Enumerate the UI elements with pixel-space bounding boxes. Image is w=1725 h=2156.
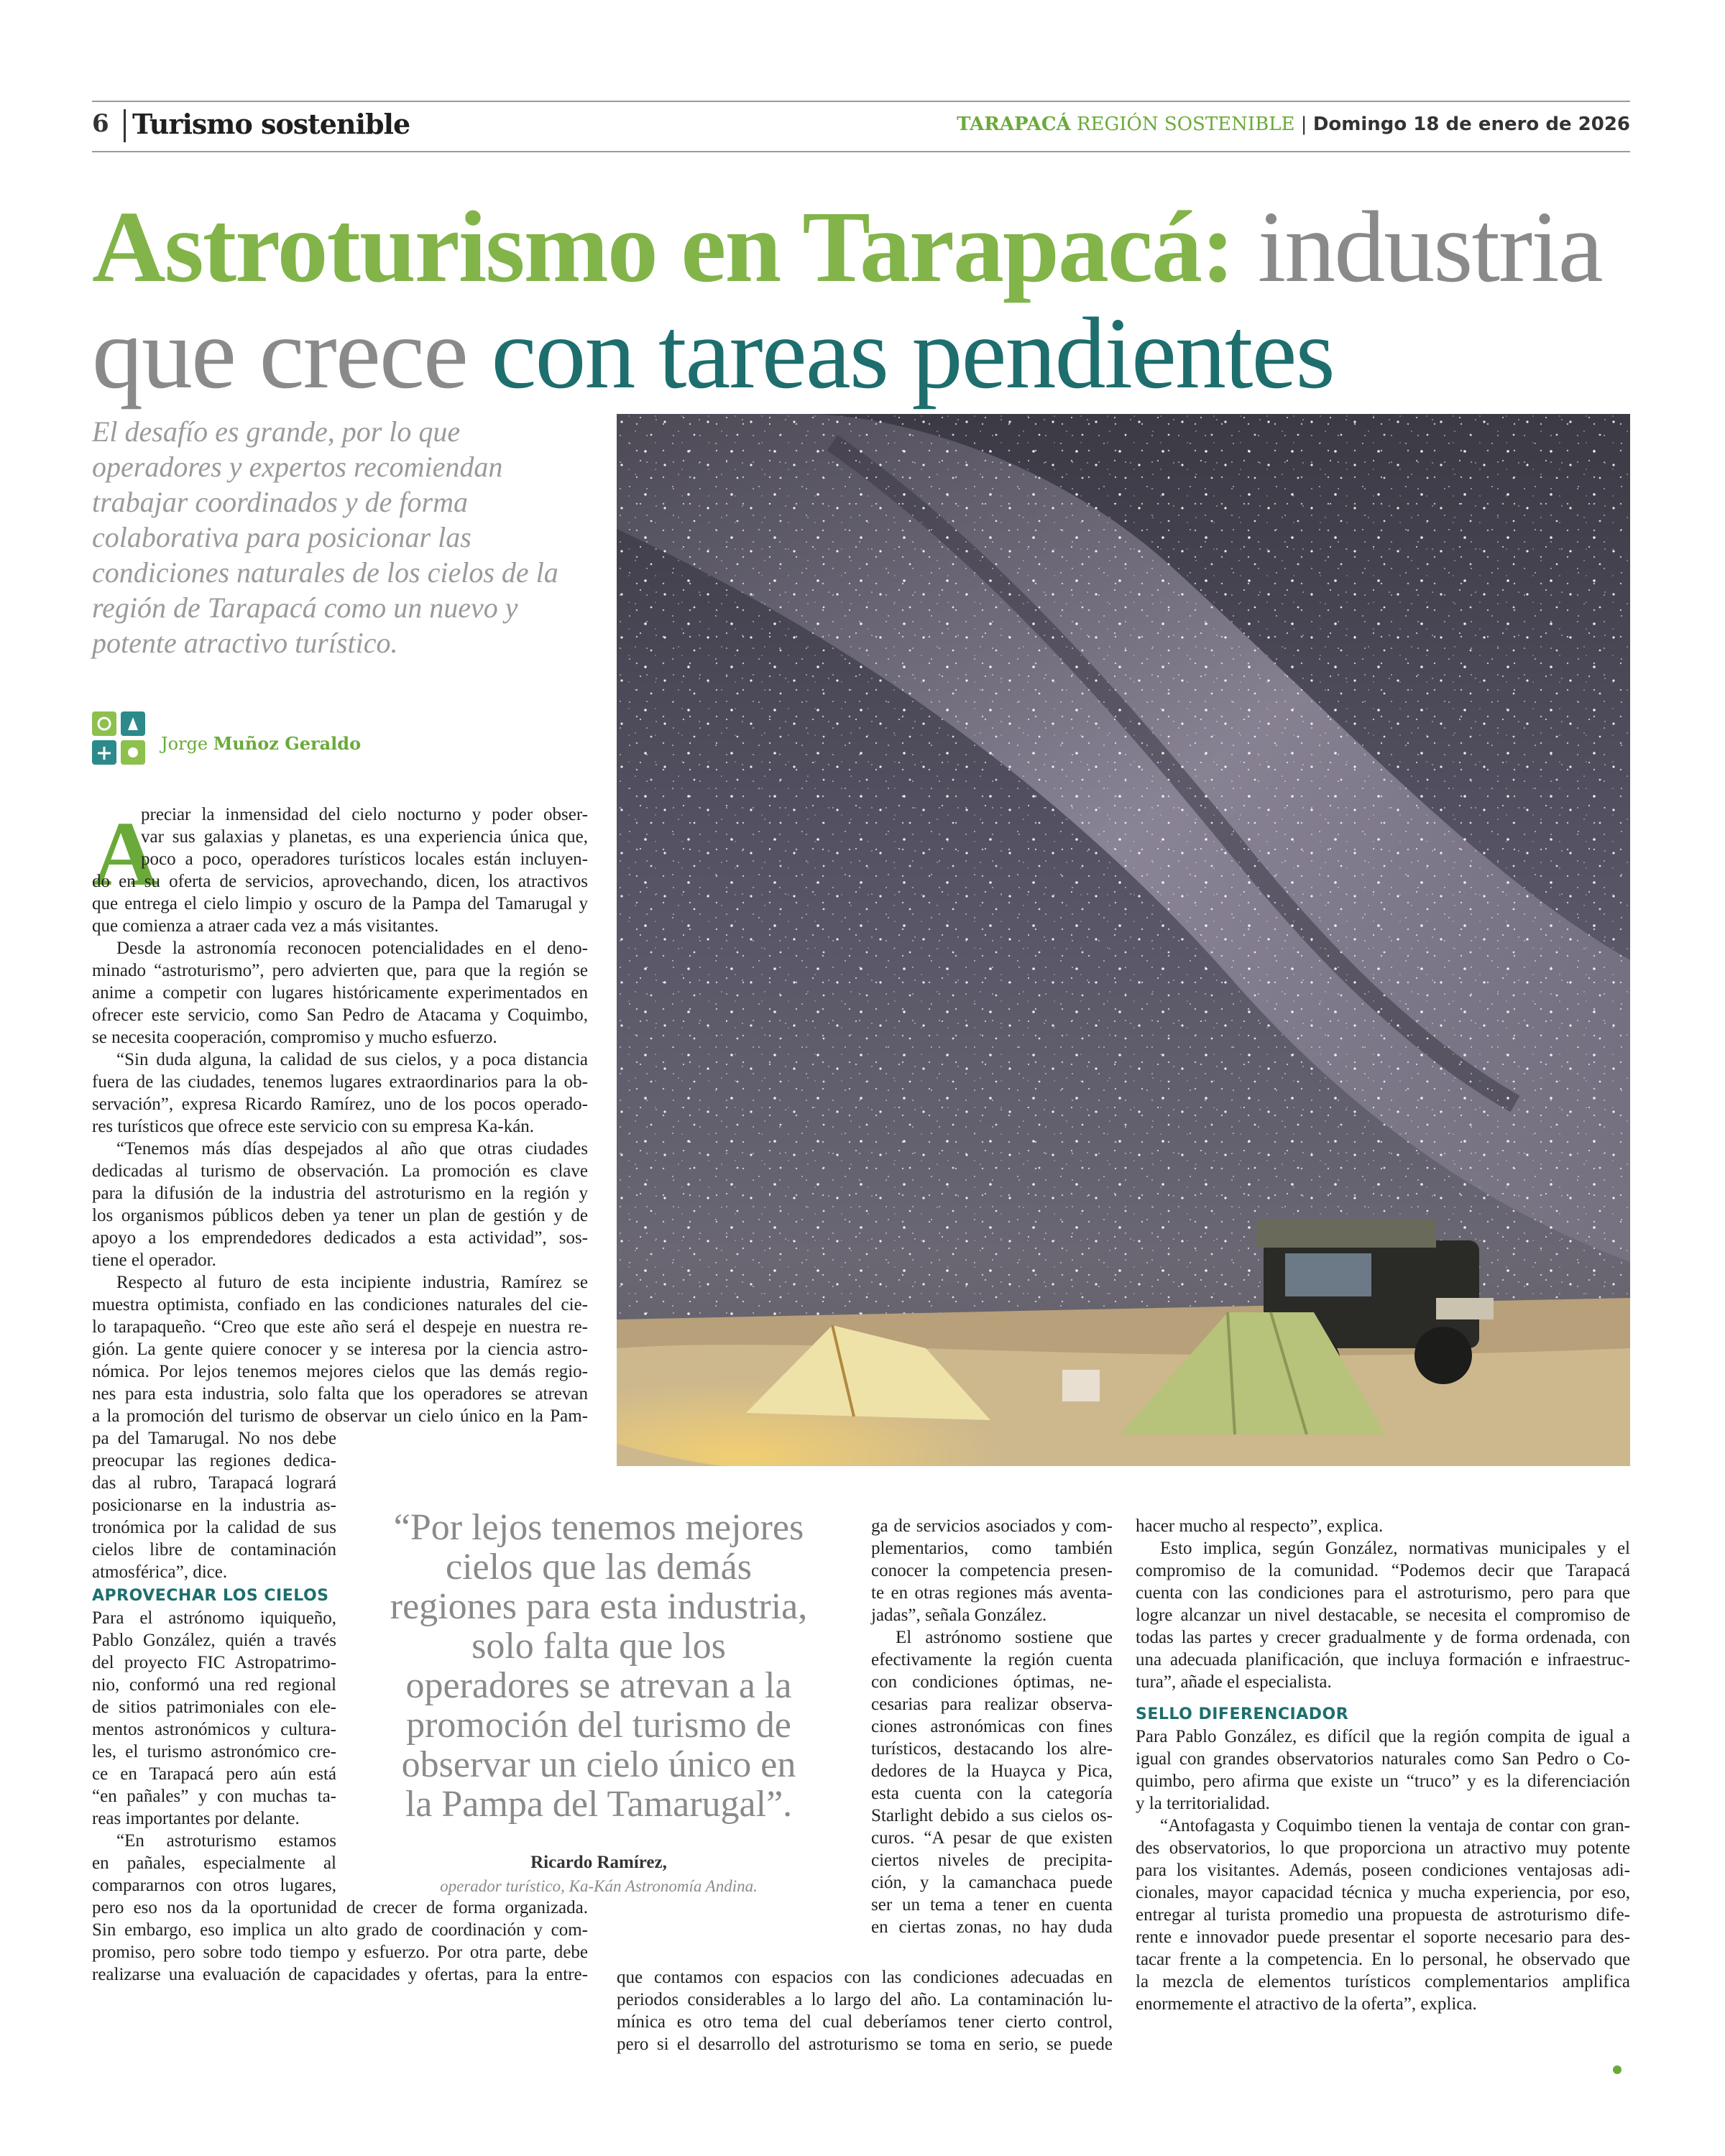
article-column-2-top: ga de servicios asociados y com- plementarios, como también conocer la competencia presen- te en otras regiones más aventa- jadas”, señala González. El astrónomo sostiene que efectivamente la región cuenta con condiciones óptimas, ne- cesarias para realizar observa- ciones astronómicas con fines turísticos, destacando los alre- dedores de la Huayca y Pica, esta cuenta con la categoría Starlight debido a sus cielos os- curos. “A pesar de que existen ciertos niveles de precipita- ción, y la camanchaca puede ser un tema a tener en cuenta en ciertas zonas, no hay duda	[871, 1516, 1113, 1937]
subhead-aprovechar: APROVECHAR LOS CIELOS	[92, 1587, 329, 1605]
author-byline: Jorge Muñoz Geraldo	[161, 733, 362, 754]
brand-sub: REGIÓN SOSTENIBLE	[1076, 114, 1295, 135]
quote-attribution-name: Ricardo Ramírez,	[530, 1853, 667, 1872]
end-of-article-dot	[1613, 2065, 1622, 2074]
section-title: Turismo sostenible	[132, 108, 410, 140]
headline-line-2: que crece con tareas pendientes	[92, 296, 1334, 410]
quote-attribution-role: operador turístico, Ka-Kán Astronomía Andina.	[440, 1877, 758, 1895]
pull-quote: “Por lejos tenemos mejores cielos que las demás regiones para esta industria, solo falta que los operadores se atrevan a la promoción del turismo de observar un cielo único en la Pampa del Tamarugal”.	[390, 1507, 808, 1825]
top-rule	[92, 101, 1630, 102]
header-right: TARAPACÁ REGIÓN SOSTENIBLE | Domingo 18 de enero de 2026	[957, 114, 1630, 135]
headline-line-1: Astroturismo en Tarapacá: industria	[92, 190, 1602, 303]
drop-cap: A	[92, 803, 159, 905]
header-separator	[124, 109, 126, 142]
subhead-sello: SELLO DIFERENCIADOR	[1136, 1705, 1349, 1723]
issue-date: Domingo 18 de enero de 2026	[1312, 114, 1630, 135]
header-bottom-rule	[92, 151, 1630, 152]
night-sky-camp-photo	[617, 414, 1630, 1466]
page-number: 6	[92, 109, 109, 138]
article-column-2-bottom: que contamos con espacios con las condiciones adecuadas en periodos considerables a lo largo del año. La contaminación lu- mínica es otro tema del cual deberíamos tener cierto control, pero si el desarrollo del astroturismo se toma en serio, se puede	[617, 1968, 1113, 2054]
brand-main: TARAPACÁ	[957, 114, 1071, 135]
article-column-3: hacer mucho al respecto”, explica. Esto implica, según González, normativas municipales y el compromiso de la comunidad. “Podemos decir que Tarapacá cuenta con las condiciones para el astroturismo, pero para que logre alcanzar un nivel destacable, se necesita el compromiso de todas las partes y crecer gradualmente y de forma ordenada, con una adecuada planificación, que incluya formación e infraestruc- tura”, añade el especialista. SELLO DIFERENCIADOR Para Pablo González, es difícil que la región compita de igual a igual con grandes observatorios naturales como San Pedro o Co- quimbo, pero afirma que existe un “truco” y es la diferenciación y la territorialidad. “Antofagasta y Coquimbo tienen la ventaja de contar con gran- des observatorios, lo que proporciona un atractivo muy potente para los visitantes. Además, poseen condiciones ventajosas adi- cionales, mayor capacidad técnica y mucha experiencia, por eso, entregar al turista promedio una propuesta de astroturismo dife- rente e innovador puede presentar el soporte necesario para des- tacar frente a la competencia. En lo personal, he observado que la mezcla de elementos turísticos complementarios amplifica enormemente el atractivo de la oferta”, explica.	[1136, 1516, 1630, 2014]
author-logo-icon	[92, 711, 147, 769]
lead-paragraph: El desafío es grande, por lo que operadores y expertos recomiendan trabajar coordinados y de forma colaborativa para posicionar las condiciones naturales de los cielos de la región de Tarapacá como un nuevo y potente atractivo turístico.	[92, 415, 558, 659]
article-column-1: preciar la inmensidad del cielo nocturno y poder obser- var sus galaxias y planetas, es una experiencia única que, poco a poco, operadores turísticos locales están incluyen- do en su oferta de servicios, aprovechando, dicen, los atractivos que entrega el cielo limpio y oscuro de la Pampa del Tamarugal y que comienza a atraer cada vez a más visitantes. Desde la astronomía reconocen potencialidades en el deno- minado “astroturismo”, pero advierten que, para que la región se anime a competir con lugares históricamente experimentados en ofrecer este servicio, como San Pedro de Atacama y Coquimbo, se necesita cooperación, compromiso y mucho esfuerzo. “Sin duda alguna, la calidad de sus cielos, y a poca distancia fuera de las ciudades, tenemos lugares extraordinarios para la ob- servación”, expresa Ricardo Ramírez, uno de los pocos operado- res turísticos que ofrece este servicio con su empresa Ka-kán. “Tenemos más días despejados al año que otras ciudades dedicadas al turismo de observación. La promoción es clave para la difusión de la industria del astroturismo en la región y los organismos públicos deben ya tener un plan de gestión y de apoyo a los emprendedores dedicados a esta actividad”, sos- tiene el operador. Respecto al futuro de esta incipiente industria, Ramírez se muestra optimista, confiado en las condiciones naturales del cie- lo tarapaqueño. “Creo que este año será el despeje en nuestra re- gión. La gente quiere conocer y se interesa por la ciencia astro- nómica. Por lejos tenemos mejores cielos que las demás regio- nes para esta industria, solo falta que los operadores se atrevan a la promoción del turismo de observar un cielo único en la Pam- pa del Tamarugal. No nos debe preocupar las regiones dedica- das al rubro, Tarapacá logrará posicionarse en la industria as- tronómica por la calidad de sus cielos libre de contaminación atmosférica”, dice. APROVECHAR LOS CIELOS Para el astrónomo iquiqueño, Pablo González, quién a través del proyecto FIC Astropatrimo- nio, conformó una red regional de sitios patrimoniales con ele- mentos astronómicos y cultura- les, el turismo astronómico cre- ce en Tarapacá pero aún está “en pañales” y con muchas ta- reas importantes por delante. “En astroturismo estamos en pañales, especialmente al compararnos con otros lugares, pero eso nos da la oportunidad de crecer de forma organizada. Sin embargo, eso implica un alto grado de coordinación y com- promiso, pero sobre todo tiempo y esfuerzo. Por otra parte, debe realizarse una evaluación de capacidades y ofertas, para la entre-	[92, 805, 588, 1984]
